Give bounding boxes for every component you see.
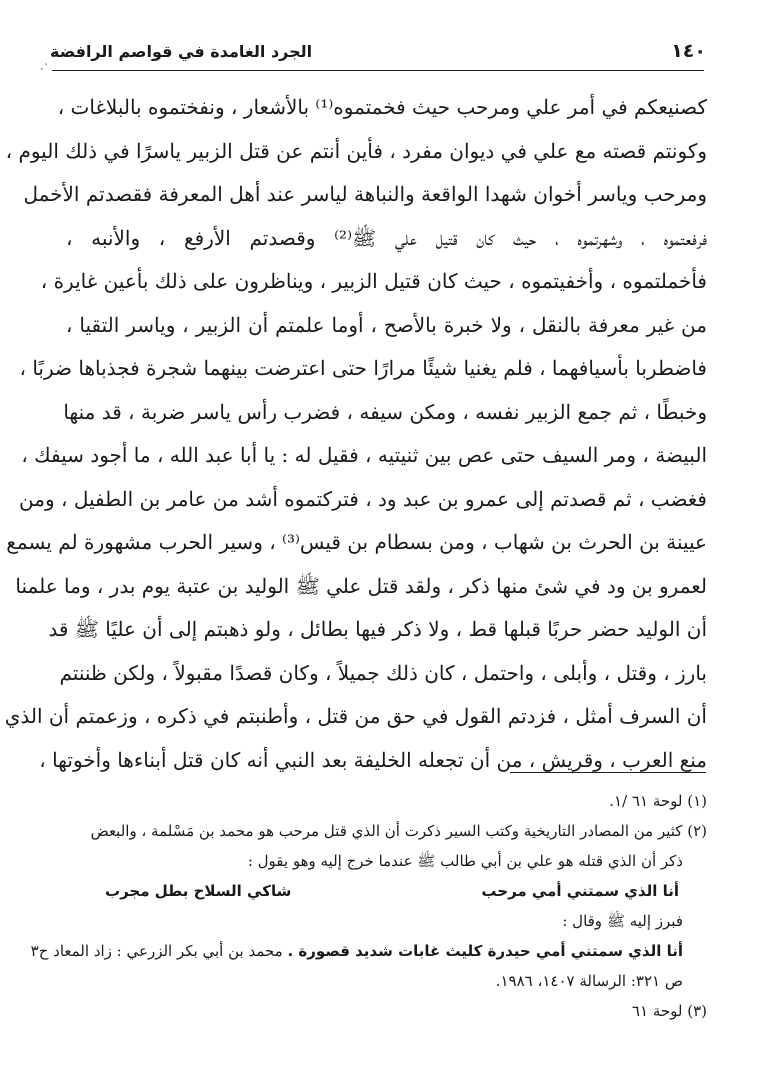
verse-hemistich-1: أنا الذي سمتني أمي مرحب [481, 882, 679, 900]
poem-verse [55, 876, 707, 906]
text-line: ومرحب وياسر أخوان شهدا الواقعة والنباهة لياسر عند أهل المعرفة فقصدتم الأخمل [23, 182, 707, 206]
text-line: فغضب ، ثم قصدتم إلى عمرو بن عبد ود ، فتركتموه أشد من عامر بن الطفيل ، ومن [19, 486, 707, 511]
verse-hemistich-2: شاكي السلاح بطل مجرب [105, 882, 292, 900]
text-line: فاضطربا بأسيافهما ، فلم يغنيا شيئًا مرارًا حتى اعترضت بينهما شجرة فجذباها ضربًا ، [19, 356, 707, 380]
text-line: البيضة ، ومر السيف حتى عص بين ثنيتيه ، فقيل له : يا أبا عبد الله ، ما أجود سيفك ، [21, 443, 707, 467]
footnote-1: (١) لوحة ٦١ /١. [609, 792, 707, 810]
page-number: ١٤٠ [671, 40, 706, 62]
text-line: من غير معرفة بالنقل ، ولا خبرة بالأصح ، أوما علمتم أن الزبير ، وياسر التقيا ، [66, 312, 707, 337]
body-text [4, 86, 707, 782]
running-title: الجرد الغامدة في قواصم الرافضة [50, 41, 313, 61]
footnote-2-line [30, 936, 707, 966]
text-line: فرفعتموه ، وشهرتموه ، حيث كان قتيل علي ﷺ⁽²⁾ وقصدتم الأرفع ، والأنبه ، [66, 225, 707, 250]
footnote-2-line: (٢) كثير من المصادر التاريخية وكتب السير ذكرت أن الذي قتل مرحب هو محمد بن مَسْلمة ، والبعض [90, 822, 707, 840]
text-line: وخبطًا ، ثم جمع الزبير نفسه ، ومكن سيفه ، فضرب رأس ياسر ضربة ، قد منها [63, 399, 707, 424]
text-line: كصنيعكم في أمر علي ومرحب حيث فخمتموه⁽¹⁾ بالأشعار ، ونفختموه بالبلاغات ، [57, 95, 707, 119]
header-rule [52, 70, 704, 71]
text-line: وكونتم قصته مع علي في ديوان مفرد ، فأين أنتم عن قتل الزبير ياسرًا في ذلك اليوم ، [5, 138, 707, 163]
verse-quote: أنا الذي سمتني أمي حيدرة كليث غابات شديد قصورة . [287, 942, 683, 960]
text-line: بارز ، وقتل ، وأبلى ، واحتمل ، كان ذلك جميلاً ، وكان قصدًا مقبولاً ، ولكن ظننتم [59, 660, 707, 685]
citation: محمد بن أبي بكر الزرعي : زاد المعاد ح٣ [30, 942, 288, 960]
stray-mark: ·` [40, 62, 50, 76]
footnote-2-line: فبرز إليه ﷺ وقال : [562, 912, 683, 930]
text-line: أن السرف أمثل ، فزدتم القول في حق من قتل ، وأطنبتم في ذكره ، وزعمتم أن الذي [4, 704, 707, 728]
text-line: لعمرو بن ود في شئ منها ذكر ، ولقد قتل علي ﷺ الوليد بن عتبة يوم بدر ، وما علمنا [15, 573, 707, 598]
footnote-2-line: ص ٣٢١: الرسالة ١٤٠٧، ١٩٨٦. [495, 972, 683, 990]
text-line: أن الوليد حضر حربًا قبلها قط ، ولا ذكر فيها بطائل ، ولو ذهبتم إلى أن عليًا ﷺ قد [48, 617, 707, 641]
running-header [50, 36, 706, 66]
text-line: فأخملتموه ، وأخفيتموه ، حيث كان قتيل الزبير ، ويناظرون على ذلك بأعين غايرة ، [40, 269, 707, 293]
text-line: منع العرب ، وقريش ، من أن تجعله الخليفة بعد النبي أنه كان قتل أبناءها وأخوتها ، [39, 747, 707, 772]
footnotes [30, 786, 707, 1026]
text-line: عيينة بن الحرث بن شهاب ، ومن بسطام بن قيس⁽³⁾ ، وسير الحرب مشهورة لم يسمع [6, 530, 707, 554]
footnote-2-line: ذكر أن الذي قتله هو علي بن أبي طالب ﷺ عندما خرج إليه وهو يقول : [247, 852, 683, 870]
footnote-separator [510, 772, 706, 773]
footnote-3: (٣) لوحة ٦١ [631, 1002, 707, 1020]
